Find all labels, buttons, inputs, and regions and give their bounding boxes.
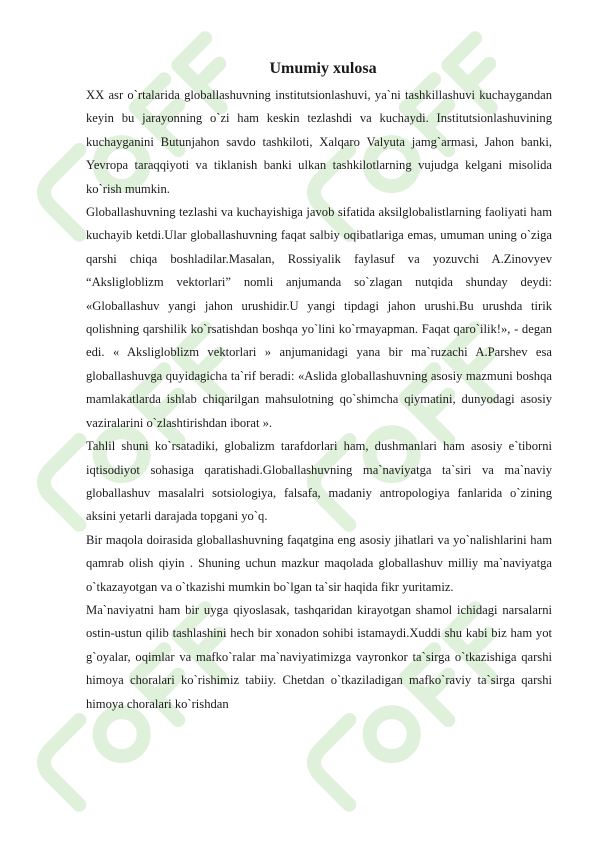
document-body	[86, 58, 552, 716]
paragraph-3: Tahlil shuni ko`rsatadiki, globalizm tarafdorlari ham, dushmanlari ham asosiy e`tiborni iqtisodiyot sohasiga qaratishadi.Globallashuvning ma`naviyatga ta`siri va ma`naviy globallashuv masalalri sotsiologiya, falsafa, madaniy antropologiya fanlarida o`zining aksini yetarli darajada topgani yo`q.	[86, 439, 552, 524]
watermark-stroke	[37, 720, 122, 805]
document-title: Umumiy xulosa	[269, 60, 377, 77]
paragraph-1: XX asr o`rtalarida globallashuvning institutsionlashuvi, ya`ni tashkillashuvi kuchaygandan keyin bu jarayonning o`zi ham keskin tezlashdi va kuchaydi. Institutsionlashuvining kuchayganini Butunjahon savdo tashkiloti, Xalqaro Valyuta jamg`armasi, Jahon banki, Yevropa taraqqiyoti va tiklanish banki ulkan tashkilotlarning vujudga kelgani misolida ko`rish mumkin.	[86, 88, 552, 196]
paragraph-4: Bir maqola doirasida globallashuvning faqatgina eng asosiy jihatlari va yo`nalishlarini ham qamrab olish qiyin . Shuning uchun mazkur maqolada globallashuv milliy ma`naviyatga o`tkazayotgan va o`tkazishi mumkin bo`lgan ta`sir haqida fikr yuritamiz.	[86, 532, 552, 594]
paragraph-2: Globallashuvning tezlashi va kuchayishiga javob sifatida aksilglobalistlarning faoliyati ham kuchayib ketdi.Ular globallashuvning faqat salbiy oqibatlariga emas, umuman uning o`ziga qarshi chiqa boshladilar.Masalan, Rossiyalik faylasuf va yozuvchi A.Zinovyev “Aksligloblizm vektorlari” nomli anjumanda so`zlagan nutqida shunday deydi: «Globallashuv yangi jahon urushidir.U yangi tipdagi jahon urushi.Bu urushda tirik qolishning qarshilik ko`rsatishdan boshqa yo`lini ko`rmayapman. Faqat qaro`ilik!», - degan edi. « Aksligloblizm vektorlari » anjumanidagi yana bir ma`ruzachi A.Parshev esa globallashuvga quyidagicha ta`rif beradi: «Aslida globallashuvning asosiy mazmuni boshqa mamlakatlarda ishlab chiqarilgan mahsulotning qo`shimcha qiymatini, dunyodagi asosiy vaziralarini o`zlashtirishdan iborat ».	[86, 205, 552, 430]
paragraph-5: Ma`naviyatni ham bir uyga qiyoslasak, tashqaridan kirayotgan shamol ichidagi narsalarni ostin-ustun qilib tashlashini hech bir xonadon sohibi istamaydi.Xuddi shu kabi biz ham yot g`oyalar, oqimlar va mafko`ralar ma`naviyatimizga vayronkor ta`sirga o`tkazishiga qarshi himoya choralari ko`rishimiz tabiiy. Chetdan o`tkaziladigan mafko`raviy ta`sirga qarshi himoya choralari ko`rishdan	[86, 602, 552, 711]
watermark-stroke	[307, 720, 392, 805]
